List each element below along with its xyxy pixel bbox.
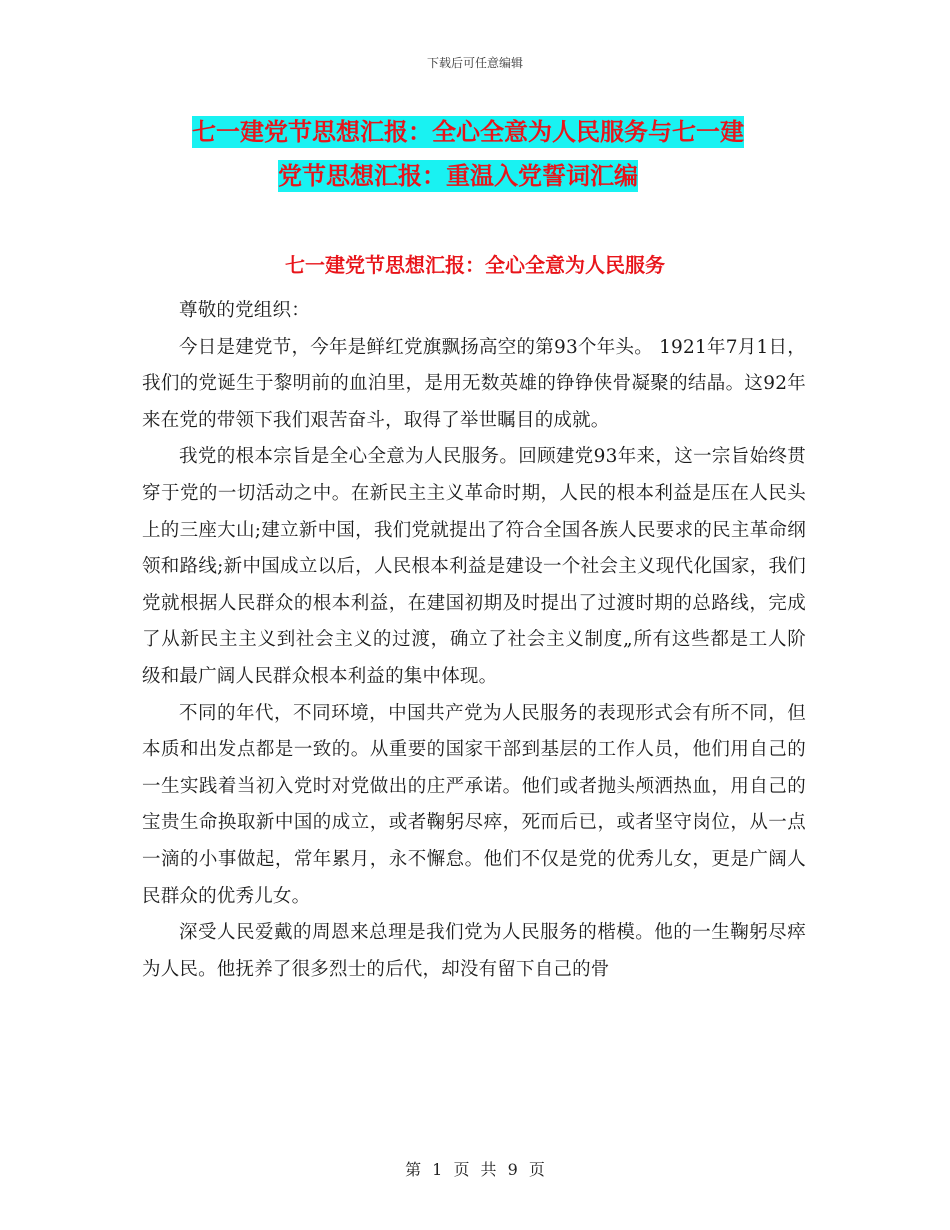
title-highlight-2: 党节思想汇报：重温入党誓词汇编 [278,162,638,190]
salutation: 尊敬的党组织： [179,300,310,321]
paragraph: 我党的根本宗旨是全心全意为人民服务。回顾建党93年来，这一宗旨始终贯穿于党的一切活动之中。在新民主主义革命时期，人民的根本利益是压在人民头上的三座大山;建立新中国，我们党就提出了符合全国各族人民要求的民主革命纲领和路线;新中国成立以后，人民根本利益是建设一个社会主义现代化国家，我们党就根据人民群众的根本利益，在建国初期及时提出了过渡时期的总路线，完成了从新民主主义到社会主义的过渡，确立了社会主义制度„所有这些都是工人阶级和最广阔人民群众根本利益的集中体现。 [142,446,806,687]
paragraph: 不同的年代，不同环境，中国共产党为人民服务的表现形式会有所不同，但本质和出发点都是一致的。从重要的国家干部到基层的工作人员，他们用自己的一生实践着当初入党时对党做出的庄严承诺。他们或者抛头颅洒热血，用自己的宝贵生命换取新中国的成立，或者鞠躬尽瘁，死而后已，或者坚守岗位，从一点一滴的小事做起，常年累月，永不懈怠。他们不仅是党的优秀儿女，更是广阔人民群众的优秀儿女。 [142,702,806,907]
section-title: 七一建党节思想汇报：全心全意为人民服务 [285,253,665,277]
title-highlight-1: 七一建党节思想汇报：全心全意为人民服务与七一建 [192,118,744,146]
document-body [142,293,806,988]
page-header-note: 下载后可任意编辑 [426,56,523,70]
document-title-line-2 [140,154,820,198]
paragraph: 今日是建党节，今年是鲜红党旗飘扬高空的第93个年头。 1921年7月1日，我们的党诞生于黎明前的血泊里，是用无数英雄的铮铮侠骨凝聚的结晶。这92年来在党的带领下我们艰苦奋斗，取得了举世瞩目的成就。 [142,336,806,431]
page-number: 第 1 页 共 9 页 [405,1160,545,1179]
document-title-line-1 [140,110,820,154]
paragraph: 深受人民爱戴的周恩来总理是我们党为人民服务的楷模。他的一生鞠躬尽瘁为人民。他抚养了很多烈士的后代，却没有留下自己的骨 [142,922,806,980]
document-title [140,110,820,198]
